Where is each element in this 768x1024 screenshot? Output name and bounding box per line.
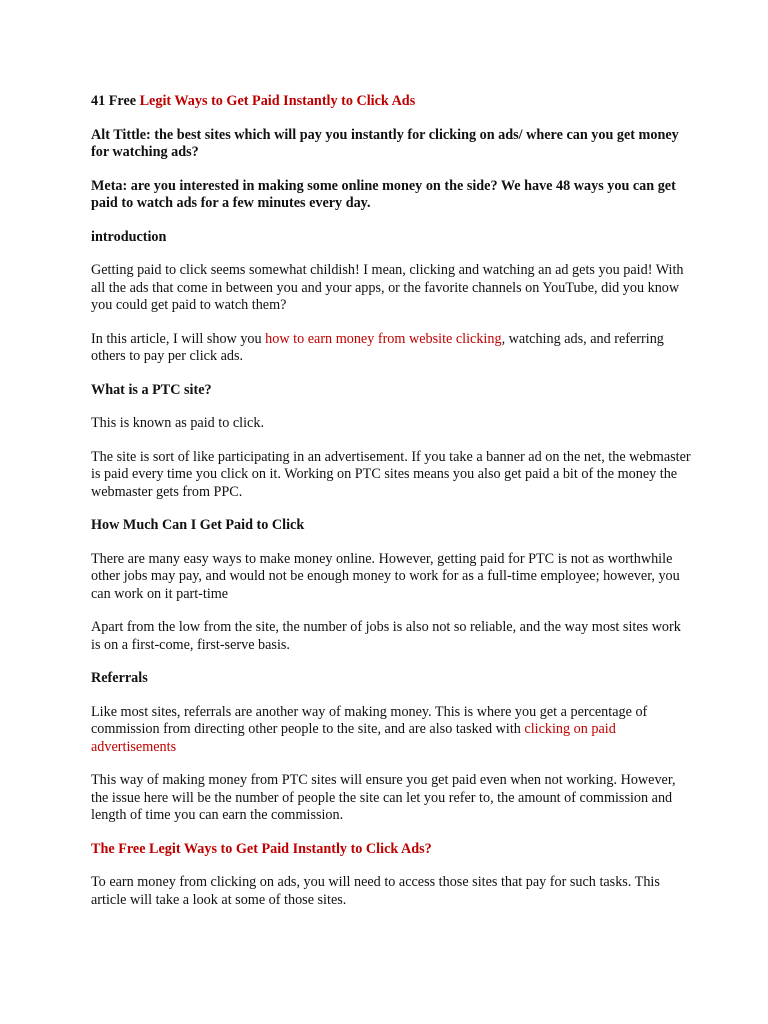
alt-title: Alt Tittle: the best sites which will pay you instantly for clicking on ads/ where can you get money for watching ads? xyxy=(91,126,679,160)
document-title xyxy=(91,93,691,111)
heading-free-legit-ways: The Free Legit Ways to Get Paid Instantly to Click Ads? xyxy=(91,840,432,857)
intro-paragraph-2 xyxy=(91,331,691,366)
referrals-paragraph-1 xyxy=(91,704,691,757)
referrals-paragraph-1-text: Like most sites, referrals are another way of making money. This is where you get a percentage of commission from directing other people to the site, and are also tasked with xyxy=(91,703,648,737)
clicking-paid-ads-link[interactable]: clicking on paid advertisements xyxy=(91,721,616,755)
heading-how-much: How Much Can I Get Paid to Click xyxy=(91,517,305,533)
title-prefix: 41 Free xyxy=(91,93,140,109)
ptc-paragraph-1: This is known as paid to click. xyxy=(91,415,264,431)
title-highlight: Legit Ways to Get Paid Instantly to Click Ads xyxy=(139,93,416,109)
intro-paragraph-2-text-after: , watching ads, and referring others to pay per click ads. xyxy=(91,330,664,364)
heading-referrals: Referrals xyxy=(91,670,148,686)
document-page xyxy=(91,93,691,909)
free-legit-paragraph-1: To earn money from clicking on ads, you will need to access those sites that pay for such tasks. This article will take a look at some of those sites. xyxy=(91,874,660,908)
heading-what-is-ptc: What is a PTC site? xyxy=(91,381,212,398)
intro-paragraph-1: Getting paid to click seems somewhat childish! I mean, clicking and watching an ad gets you paid! With all the ads that come in between you and your apps, or the favorite channels on YouTube, did you know you could get paid to watch them? xyxy=(91,262,684,313)
referrals-paragraph-2: This way of making money from PTC sites will ensure you get paid even when not working. However, the issue here will be the number of people the site can let you refer to, the amount of commission and length of time you can earn the commission. xyxy=(91,772,676,823)
how-much-paragraph-2: Apart from the low from the site, the number of jobs is also not so reliable, and the way most sites work is on a first-come, first-serve basis. xyxy=(91,619,681,653)
heading-introduction: introduction xyxy=(91,228,167,245)
earn-money-clicking-link[interactable]: how to earn money from website clicking xyxy=(265,330,502,347)
meta-description: Meta: are you interested in making some online money on the side? We have 48 ways you can get paid to watch ads for a few minutes every day. xyxy=(91,177,676,211)
intro-paragraph-2-text-before: In this article, I will show you xyxy=(91,330,266,347)
ptc-paragraph-2: The site is sort of like participating in an advertisement. If you take a banner ad on the net, the webmaster is paid every time you click on it. Working on PTC sites means you also get paid a bit of the money the webmaster gets from PPC. xyxy=(91,448,691,500)
how-much-paragraph-1: There are many easy ways to make money online. However, getting paid for PTC is not as worthwhile other jobs may pay, and would not be enough money to work for as a full-time employee; however, you can work on it part-time xyxy=(91,550,680,602)
